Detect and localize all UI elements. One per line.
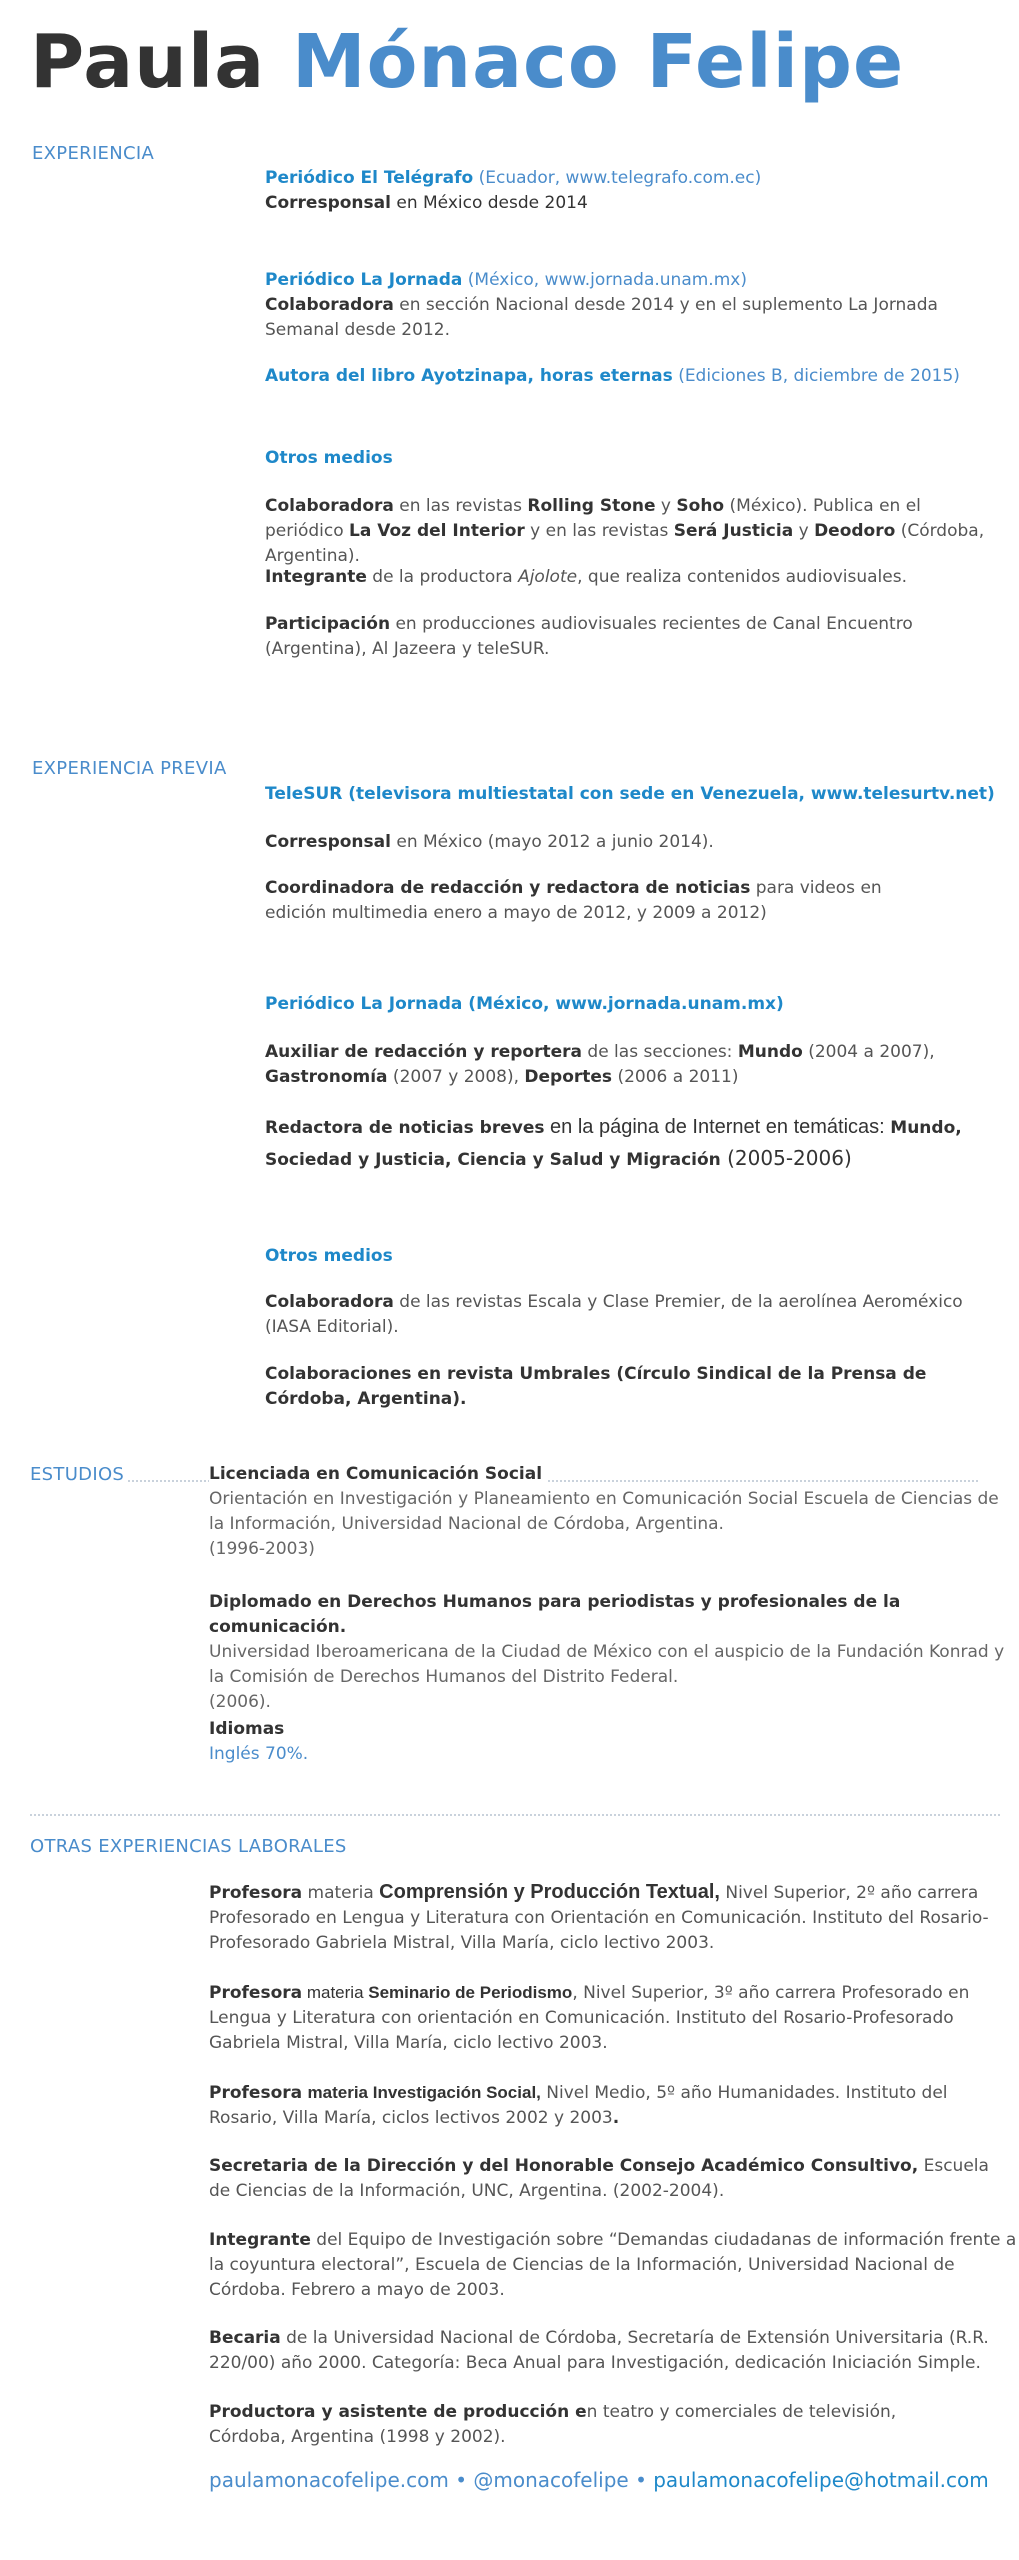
otras-p1 xyxy=(209,1880,1019,1956)
t: del Equipo de Investigación sobre “Demandas ciudadanas de información frente a la coyuntura electoral”, Escuela de Ciencias de la Información, Universidad Nacional de Córdoba. Febrero a mayo de 2003. xyxy=(209,2230,1017,2300)
b: Coordinadora de redacción y redactora de noticias xyxy=(265,878,751,898)
prev-otros-title-text: Otros medios xyxy=(265,1246,393,1266)
otras-p3 xyxy=(209,2080,1009,2131)
b: Deodoro xyxy=(814,521,896,541)
exp-libro-detail: (Ediciones B, diciembre de 2015) xyxy=(678,366,960,386)
b: Mundo xyxy=(737,1042,803,1062)
t: en producciones audiovisuales recientes de Canal Encuentro (Argentina), Al Jazeera y teleSUR. xyxy=(265,614,913,659)
footer-separator: • xyxy=(628,2468,654,2492)
estudios-idiomas-text: Inglés 70%. xyxy=(209,1744,309,1764)
website-link[interactable]: paulamonacofelipe.com xyxy=(209,2468,449,2492)
prev-otros-p1 xyxy=(265,1290,990,1340)
b: Integrante xyxy=(265,567,367,587)
b: Rolling Stone xyxy=(527,496,656,516)
prev-otros-title xyxy=(265,1244,393,1269)
exp-libro xyxy=(265,364,1005,389)
prev-telesur-p2 xyxy=(265,876,925,926)
otras-p6 xyxy=(209,2326,1014,2376)
estudios-dip-text: Universidad Iberoamericana de la Ciudad de México con el auspicio de la Fundación Konrad y la Comisión de Derechos Humanos del Distrito Federal. xyxy=(209,1642,1005,1687)
prev-otros-p2 xyxy=(265,1362,995,1412)
b: Secretaria de la Dirección y del Honorable Consejo Académico Consultivo, xyxy=(209,2156,919,2176)
estudios-lic-title: Licenciada en Comunicación Social xyxy=(209,1464,543,1484)
section-estudios: ESTUDIOS xyxy=(30,1464,125,1485)
twitter-link[interactable]: @monacofelipe xyxy=(473,2468,629,2492)
b: Auxiliar de redacción y reportera xyxy=(265,1042,582,1062)
t: de las secciones: xyxy=(582,1042,738,1062)
b: Comprensión y Producción Textual, xyxy=(379,1881,720,1903)
prev-jornada-title xyxy=(265,992,1005,1017)
exp-otros-title xyxy=(265,446,393,471)
t: , Nivel Superior, 3º año carrera Profesorado en Lengua y Literatura con orientación en Comunicación. Instituto del Rosario-Profesorado Gabriela Mistral, Villa María, ciclo lectivo 2003. xyxy=(209,1983,970,2053)
b: Soho xyxy=(676,496,725,516)
otras-p5 xyxy=(209,2228,1019,2303)
b: materia Investigación Social, xyxy=(307,2083,541,2102)
b: Productora y asistente de producción e xyxy=(209,2402,587,2422)
b: Será Justicia xyxy=(673,521,794,541)
b: Profesora xyxy=(209,1883,303,1903)
exp-otros-p1 xyxy=(265,494,1000,569)
estudios-dip-title: Diplomado en Derechos Humanos para periodistas y profesionales de la comunicación. xyxy=(209,1592,901,1637)
otras-p7 xyxy=(209,2400,969,2450)
b: Integrante xyxy=(209,2230,311,2250)
estudios-lic-years: (1996-2003) xyxy=(209,1539,315,1559)
exp-otros-p2 xyxy=(265,565,1005,590)
estudios-idiomas xyxy=(209,1717,1009,1767)
prev-telesur-title-text: TeleSUR (televisora multiestatal con sede en Venezuela, www.telesurtv.net) xyxy=(265,784,995,804)
exp-otros-p3 xyxy=(265,612,925,662)
t: y xyxy=(655,496,677,516)
estudios-lic-text: Orientación en Investigación y Planeamiento en Comunicación Social Escuela de Ciencias de la Información, Universidad Nacional de Córdoba, Argentina. xyxy=(209,1489,999,1534)
t: Nivel Superior, 2º año carrera Profesorado en Lengua y Literatura con Orientación en Comunicación. Instituto del Rosario-Profesorado Gabriela Mistral, Villa María, ciclo lectivo 2003. xyxy=(209,1883,989,1953)
exp-telegrafo-text: en México desde 2014 xyxy=(390,193,588,213)
otras-p4 xyxy=(209,2154,989,2204)
t: de las revistas Escala y Clase Premier, de la aerolínea Aeroméxico (IASA Editorial). xyxy=(265,1292,963,1337)
b: Colaboradora xyxy=(265,1292,394,1312)
otras-divider xyxy=(30,1814,1000,1816)
first-name: Paula xyxy=(30,19,266,105)
t: n teatro y comerciales de televisión, Córdoba, Argentina (1998 y 2002). xyxy=(209,2402,897,2447)
b: Gastronomía xyxy=(265,1067,388,1087)
prev-jornada-p2 xyxy=(265,1112,1010,1175)
t: (2007 y 2008), xyxy=(387,1067,525,1087)
section-experiencia-previa: EXPERIENCIA PREVIA xyxy=(32,758,227,779)
prev-telesur-p1 xyxy=(265,830,1005,855)
t: (2004 a 2007), xyxy=(802,1042,935,1062)
t: en México (mayo 2012 a junio 2014). xyxy=(390,832,714,852)
contact-footer xyxy=(209,2468,989,2492)
exp-jornada xyxy=(265,268,945,343)
b: Profesora xyxy=(209,2083,303,2103)
t: en la página de Internet en temáticas: xyxy=(544,1116,891,1138)
page-title xyxy=(30,18,904,107)
b: Colaboradora xyxy=(265,496,394,516)
exp-jornada-role: Colaboradora xyxy=(265,295,394,315)
t: (Córdoba, Argentina). xyxy=(265,521,985,566)
exp-jornada-name: Periódico La Jornada xyxy=(265,270,463,290)
i: Ajolote xyxy=(518,567,578,587)
t: para videos en edición multimedia enero a mayo de 2012, y 2009 a 2012) xyxy=(265,878,882,923)
b: . xyxy=(612,2108,620,2128)
b: Corresponsal xyxy=(265,832,391,852)
last-name: Mónaco Felipe xyxy=(291,19,905,105)
t: , que realiza contenidos audiovisuales. xyxy=(577,567,907,587)
t: (México). Publica en el periódico xyxy=(265,496,921,541)
b: Profesora xyxy=(209,1983,303,2003)
b: Colaboraciones en revista Umbrales (Círculo Sindical de la Prensa de Córdoba, Argentina). xyxy=(265,1364,927,1409)
estudios-lic xyxy=(209,1462,1019,1562)
b: Becaria xyxy=(209,2328,281,2348)
t: materia xyxy=(302,1883,380,1903)
t: y xyxy=(793,521,815,541)
exp-otros-title-text: Otros medios xyxy=(265,448,393,468)
estudios-dip-years: (2006). xyxy=(209,1692,271,1712)
estudios-idiomas-title: Idiomas xyxy=(209,1719,285,1739)
t: (2005-2006) xyxy=(720,1146,852,1170)
exp-jornada-detail: (México, www.jornada.unam.mx) xyxy=(467,270,747,290)
b: Mundo, Sociedad y Justicia, Ciencia y Salud y Migración xyxy=(265,1118,962,1170)
exp-telegrafo-name: Periódico El Telégrafo xyxy=(265,168,474,188)
prev-telesur-title xyxy=(265,782,1010,807)
t: Nivel Medio, 5º año Humanidades. Instituto del Rosario, Villa María, ciclos lectivos 2002 y 2003 xyxy=(209,2083,948,2128)
exp-telegrafo-detail: (Ecuador, www.telegrafo.com.ec) xyxy=(478,168,762,188)
prev-jornada-p1 xyxy=(265,1040,945,1090)
t: de la Universidad Nacional de Córdoba, Secretaría de Extensión Universitaria (R.R. 220/00) año 2000. Categoría: Beca Anual para Investigación, dedicación Iniciación Simple. xyxy=(209,2328,989,2373)
exp-telegrafo xyxy=(265,166,1005,216)
b: La Voz del Interior xyxy=(349,521,525,541)
t: de la productora xyxy=(366,567,519,587)
t: Escuela de Ciencias de la Información, UNC, Argentina. (2002-2004). xyxy=(209,2156,989,2201)
otras-p2 xyxy=(209,1980,1019,2056)
b: Seminario de Periodismo xyxy=(368,1983,573,2002)
section-experiencia: EXPERIENCIA xyxy=(32,143,155,164)
prev-jornada-title-text: Periódico La Jornada (México, www.jornada.unam.mx) xyxy=(265,994,784,1014)
estudios-dip xyxy=(209,1590,1019,1715)
b: Redactora de noticias breves xyxy=(265,1118,545,1138)
t: (2006 a 2011) xyxy=(612,1067,739,1087)
t: materia xyxy=(302,1983,369,2002)
exp-telegrafo-role: Corresponsal xyxy=(265,193,391,213)
exp-jornada-text: en sección Nacional desde 2014 y en el suplemento La Jornada Semanal desde 2012. xyxy=(265,295,938,340)
b: Participación xyxy=(265,614,391,634)
t: en las revistas xyxy=(393,496,528,516)
t: y en las revistas xyxy=(524,521,674,541)
footer-separator: • xyxy=(448,2468,474,2492)
b: Deportes xyxy=(524,1067,613,1087)
email-link[interactable]: paulamonacofelipe@hotmail.com xyxy=(653,2468,989,2492)
section-otras: OTRAS EXPERIENCIAS LABORALES xyxy=(30,1836,347,1857)
exp-libro-name: Autora del libro Ayotzinapa, horas eternas xyxy=(265,366,673,386)
